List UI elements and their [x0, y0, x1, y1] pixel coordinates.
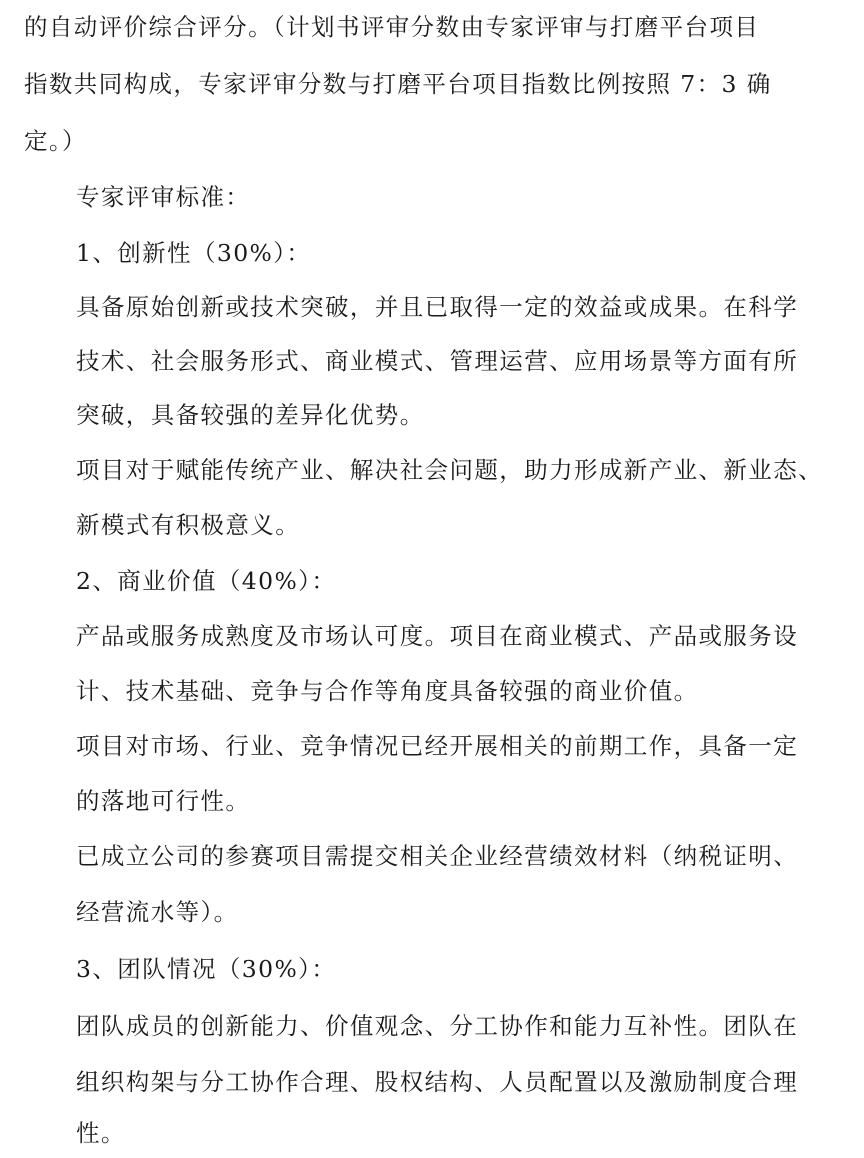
section-1-para-1-line-2: 技术、社会服务形式、商业模式、管理运营、应用场景等方面有所 [76, 347, 799, 375]
section-1-para-1-line-1: 具备原始创新或技术突破，并且已取得一定的效益或成果。在科学 [76, 293, 799, 321]
criteria-heading: 专家评审标准： [76, 183, 251, 211]
section-2-para-1-line-2: 计、技术基础、竞争与合作等角度具备较强的商业价值。 [76, 677, 699, 705]
intro-line-3: 定。） [24, 127, 87, 155]
section-2-title: 2、商业价值（40%）： [76, 567, 337, 595]
section-3-para-1-line-3: 性。 [76, 1119, 126, 1147]
section-1-para-2-line-2: 新模式有积极意义。 [76, 511, 301, 539]
section-3-title: 3、团队情况（30%）： [76, 955, 337, 983]
section-2-para-2-line-1: 项目对市场、行业、竞争情况已经开展相关的前期工作，具备一定 [76, 732, 799, 760]
section-3-para-1-line-1: 团队成员的创新能力、价值观念、分工协作和能力互补性。团队在 [76, 1012, 799, 1040]
section-2-para-1-line-1: 产品或服务成熟度及市场认可度。项目在商业模式、产品或服务设 [76, 622, 799, 650]
section-1-para-1-line-3: 突破，具备较强的差异化优势。 [76, 401, 425, 429]
section-2-para-3-line-2: 经营流水等）。 [76, 898, 239, 926]
section-1-title: 1、创新性（30%）： [76, 239, 312, 267]
intro-line-1: 的自动评价综合评分。（计划书评审分数由专家评审与打磨平台项目 [24, 13, 760, 41]
section-3-para-1-line-2: 组织构架与分工协作合理、股权结构、人员配置以及激励制度合理 [76, 1068, 799, 1096]
section-1-para-2-line-1: 项目对于赋能传统产业、解决社会问题，助力形成新产业、新业态、 [76, 456, 823, 484]
intro-line-2: 指数共同构成，专家评审分数与打磨平台项目指数比例按照 7：3 确 [24, 70, 772, 98]
section-2-para-3-line-1: 已成立公司的参赛项目需提交相关企业经营绩效材料（纳税证明、 [76, 842, 799, 870]
section-2-para-2-line-2: 的落地可行性。 [76, 787, 251, 815]
